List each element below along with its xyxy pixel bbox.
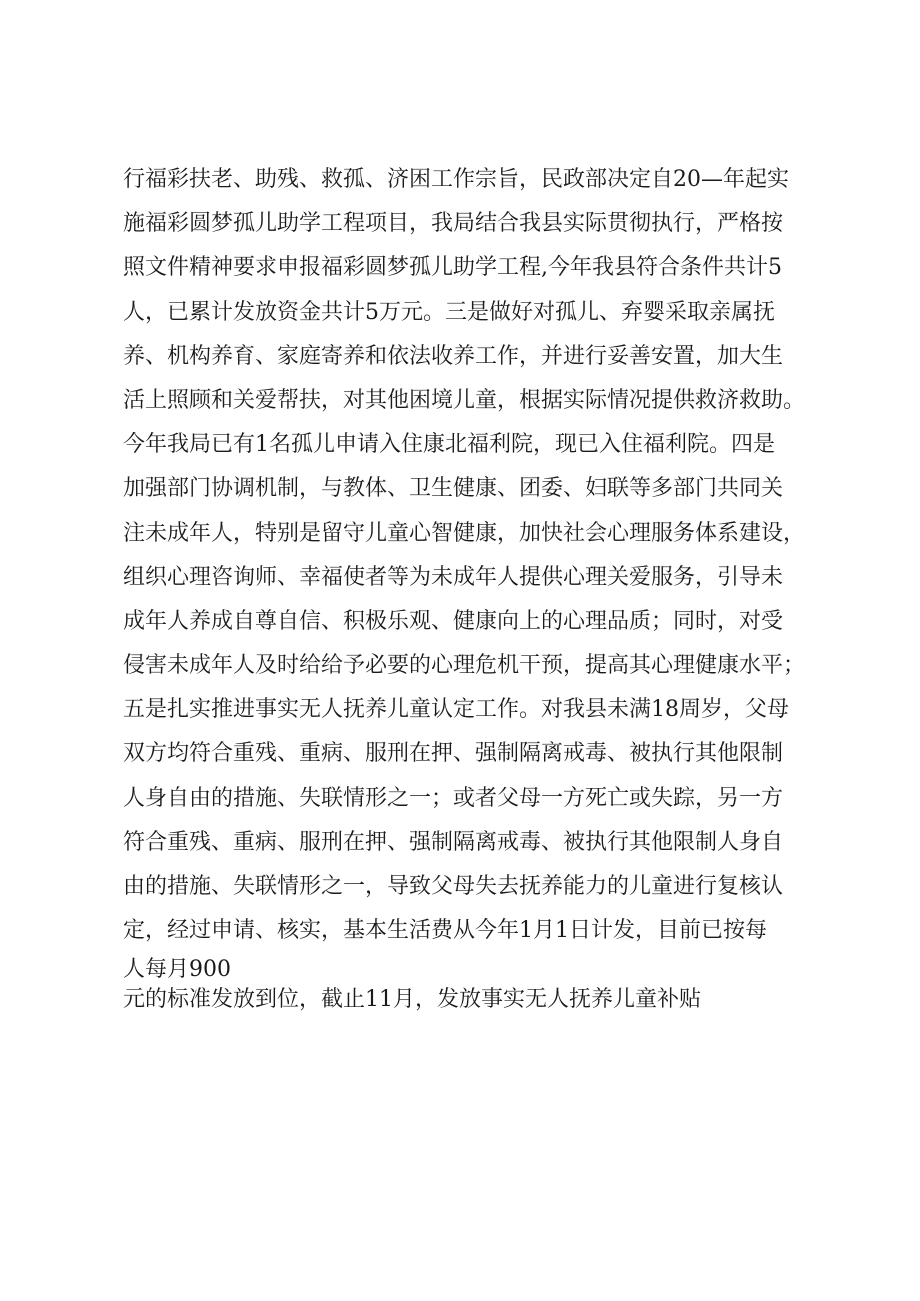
text-line-8: 加强部门协调机制，与教体、卫生健康、团委、妇联等多部门共同关	[123, 476, 784, 502]
body-text	[123, 158, 823, 1015]
text-line-17: 由的措施、失联情形之一，导致父母失去抚养能力的儿童进行复核认	[123, 874, 784, 899]
text-line-16: 符合重残、重病、服刑在押、强制隔离戒毒、被执行其他限制人身自	[123, 829, 784, 855]
text-line-9: 注未成年人，特别是留守儿童心智健康，加快社会心理服务体系建设，	[123, 520, 806, 546]
text-line-20: 元的标准发放到位，截止11月，发放事实无人抚养儿童补贴	[123, 987, 701, 1013]
text-line-18: 定，经过申请、核实，基本生活费从今年1月1日计发，目前已按每	[123, 918, 767, 944]
text-line-2: 施福彩圆梦孤儿助学工程项目，我局结合我县实际贯彻执行，严格按	[123, 211, 784, 237]
text-line-12: 侵害未成年人及时给给予必要的心理危机干预，提高其心理健康水平；	[123, 653, 806, 679]
text-line-7: 今年我局已有1名孤儿申请入住康北福利院，现已入住福利院。四是	[123, 432, 775, 458]
text-line-3: 照文件精神要求申报福彩圆梦孤儿助学工程,今年我县符合条件共计5	[123, 255, 782, 281]
text-line-13: 五是扎实推进事实无人抚养儿童认定工作。对我县未满18周岁，父母	[123, 697, 789, 723]
text-line-5: 养、机构养育、家庭寄养和依法收养工作，并进行妥善安置，加大生	[123, 343, 784, 369]
text-line-4: 人，已累计发放资金共计5万元。三是做好对孤儿、弃婴采取亲属抚	[123, 299, 775, 325]
text-line-15: 人身自由的措施、失联情形之一；或者父母一方死亡或失踪，另一方	[123, 785, 784, 811]
text-line-1: 行福彩扶老、助残、救孤、济困工作宗旨，民政部决定自20—年起实	[123, 167, 789, 192]
text-line-6: 活上照顾和关爱帮扶，对其他困境儿童，根据实际情况提供救济救助。	[123, 387, 806, 413]
text-line-10: 组织心理咨询师、幸福使者等为未成年人提供心理关爱服务，引导未	[123, 564, 784, 590]
text-line-19: 人每月900	[123, 957, 231, 983]
text-line-14: 双方均符合重残、重病、服刑在押、强制隔离戒毒、被执行其他限制	[123, 741, 784, 767]
text-line-11: 成年人养成自尊自信、积极乐观、健康向上的心理品质；同时，对受	[123, 608, 784, 634]
